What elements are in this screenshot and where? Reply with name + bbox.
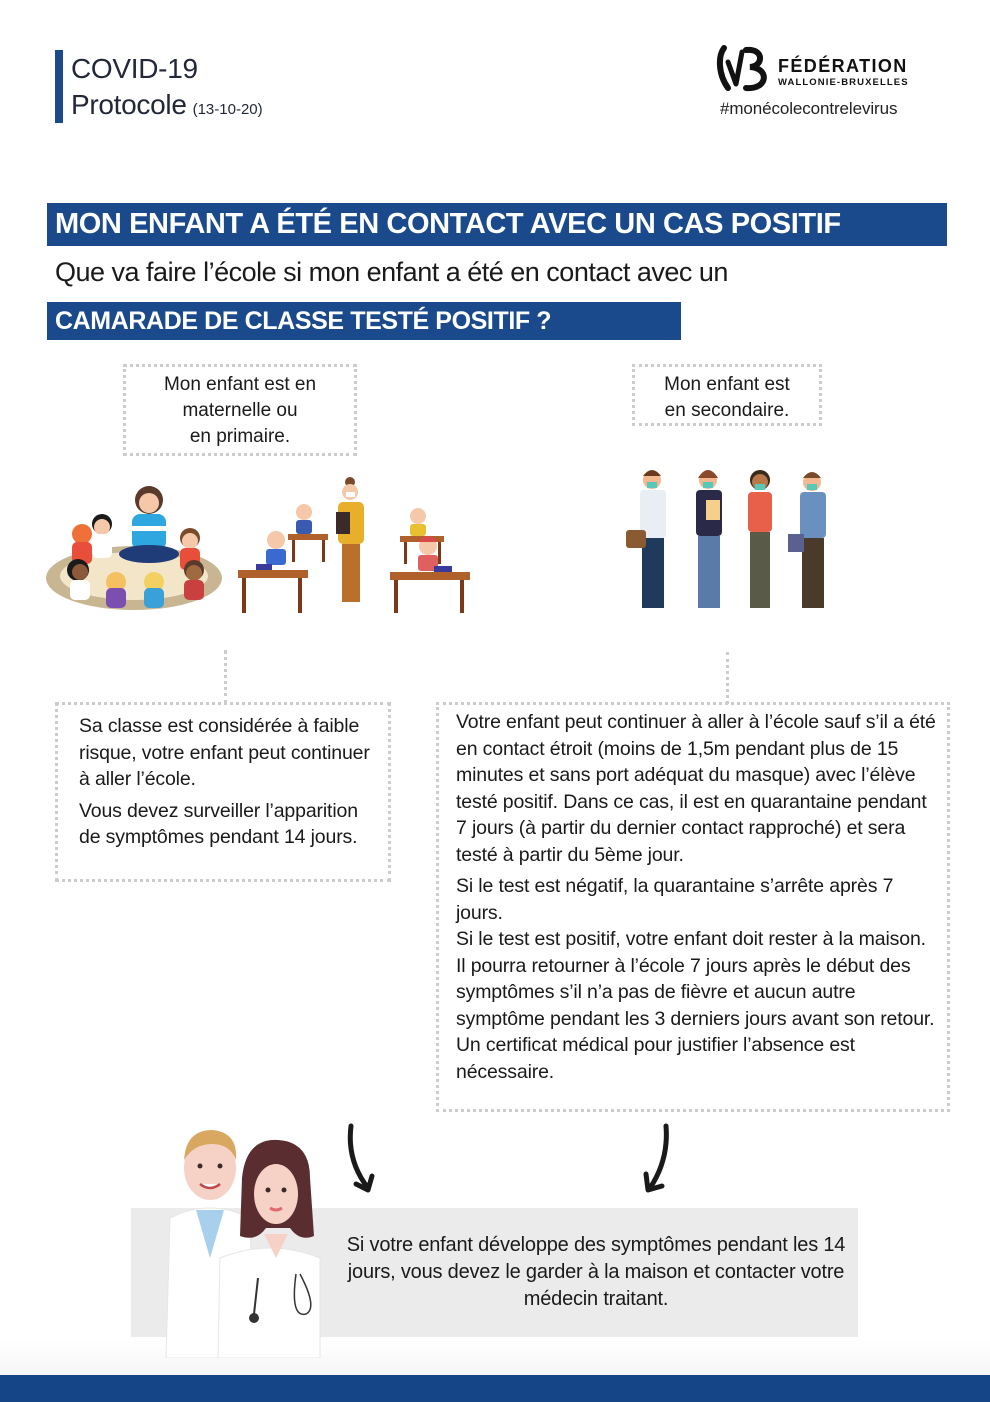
logo-name-line1: FÉDÉRATION [778,56,908,76]
footer-bar [0,1375,990,1402]
kindergarten-circle-illustration [44,478,224,613]
connector-line-secondary [726,652,729,704]
header-date: (13-10-20) [192,101,263,118]
bottom-fade [0,1340,990,1375]
main-question: Que va faire l’école si mon enfant a été en contact avec un [55,257,728,287]
result-box-secondary [436,702,950,1112]
result-paragraph: Votre enfant peut continuer à aller à l’école sauf s’il a été en contact étroit (moins de 1,5m pendant plus de 15 minutes et sans port adéquat du masque) avec l’élève testé positif. Dans ce cas, il est en quarantaine pendant 7 jours (à partir du dernier contact rapproché) et sera testé à partir du 5ème jour. [456,711,936,866]
conclusion-text: Si votre enfant développe des symptômes pendant les 14 jours, vous devez le garder à la maison et contacter votre médecin traitant. [346,1234,846,1310]
branch-label-primary [123,364,357,456]
result-paragraph: Si le test est négatif, la quarantaine s’arrête après 7 jours. [456,875,894,924]
fwb-logo [716,44,928,124]
result-box-primary [55,702,391,882]
arrow-down-icon [638,1120,678,1200]
header-accent-bar [55,50,63,123]
result-paragraph: Si le test est positif, votre enfant doit rester à la maison. Il pourra retourner à l’école 7 jours après le début des symptômes s’il n’a pas de fièvre et aucun autre symptôme pendant les 3 derniers jours avant son retour. Un certificat médical pour justifier l’absence est nécessaire. [456,928,935,1083]
label-line: en secondaire. [664,400,790,421]
result-paragraph: Sa classe est considérée à faible risque, votre enfant peut continuer à aller l’école. [79,715,370,790]
label-line: en primaire. [189,426,291,447]
branch-label-secondary [632,364,822,426]
main-banner-subtitle: CAMARADE DE CLASSE TESTÉ POSITIF ? [47,302,681,340]
hashtag: #monécolecontrelevirus [720,99,898,118]
header-subtitle [71,88,263,127]
logo-name-line2: WALLONIE-BRUXELLES [778,77,909,88]
header-title: COVID-19 [71,53,198,84]
classroom-illustration [238,472,478,617]
label-line: maternelle ou [182,400,298,421]
main-banner-title: MON ENFANT A ÉTÉ EN CONTACT AVEC UN CAS POSITIF [47,203,947,246]
fwb-logo-icon [716,44,774,94]
connector-line-primary [224,650,227,704]
label-line: Mon enfant est en [163,374,317,395]
label-line: Mon enfant est [664,374,790,395]
doctors-illustration [150,1118,350,1358]
header-subtitle-text: Protocole [71,89,187,120]
result-paragraph: Vous devez surveiller l’apparition de symptômes pendant 14 jours. [79,799,358,848]
masked-teenagers-illustration [612,460,832,615]
